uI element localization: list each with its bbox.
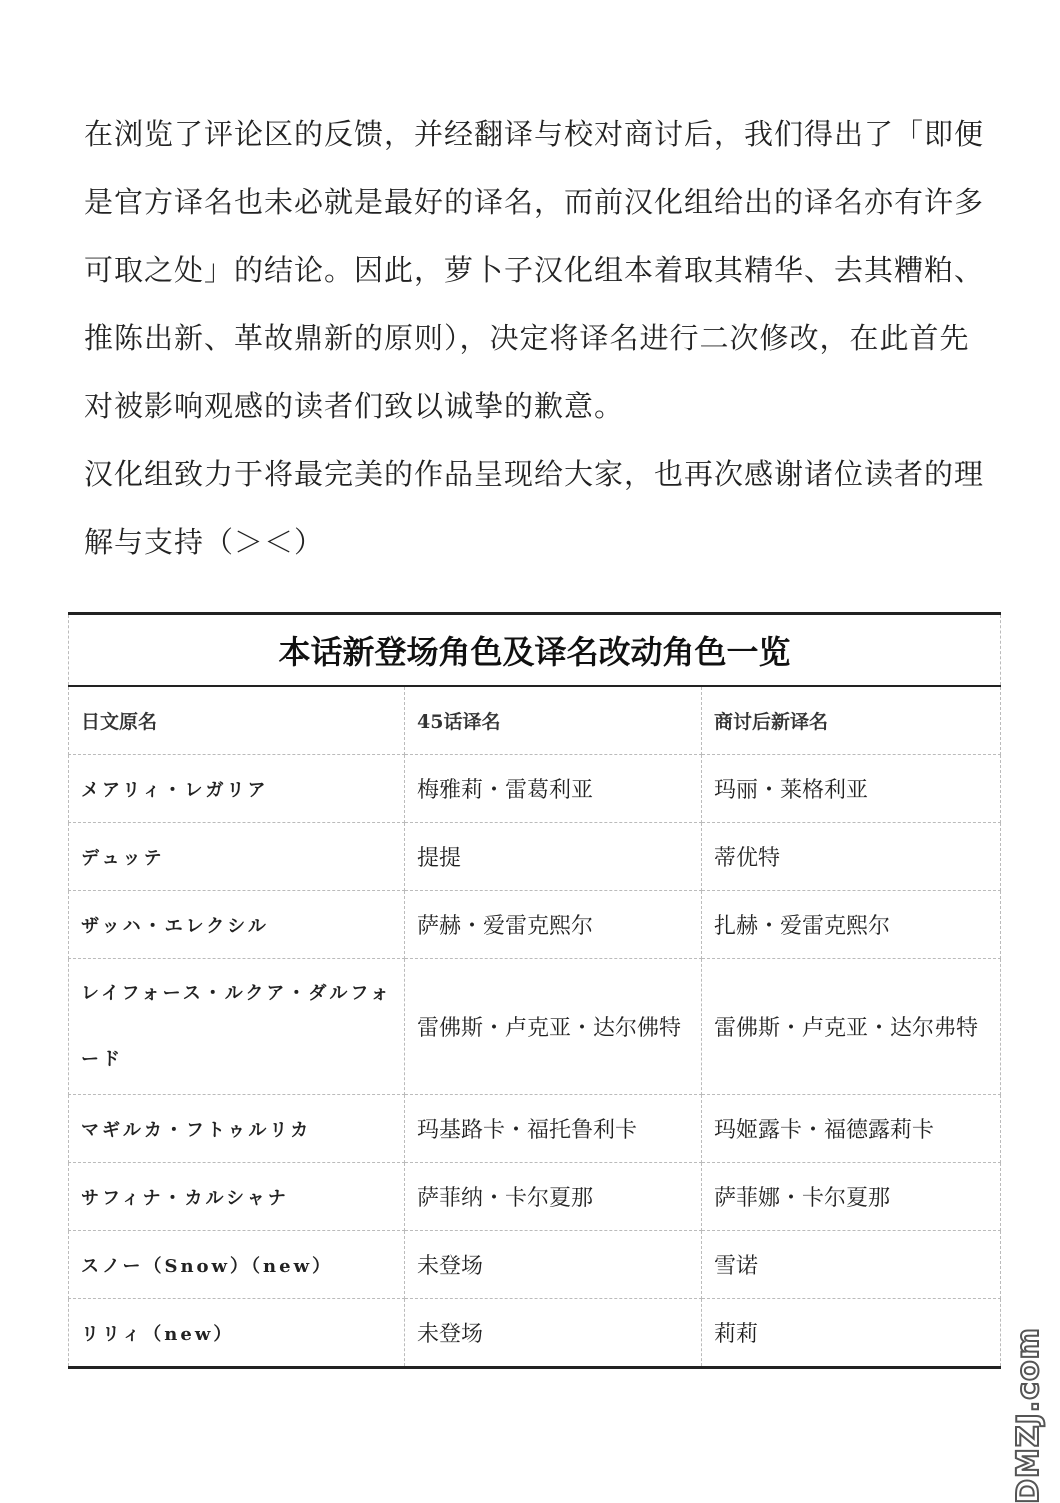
new-translation-cell: 萨菲娜・卡尔夏那 bbox=[702, 1163, 1001, 1231]
japanese-name-cell: マギルカ・フトゥルリカ bbox=[69, 1095, 405, 1163]
header-old-translation: 45话译名 bbox=[405, 686, 702, 755]
japanese-name-cell: メアリィ・レガリア bbox=[69, 755, 405, 823]
intro-paragraph-1: 在浏览了评论区的反馈，并经翻译与校对商讨后，我们得出了「即便是官方译名也未必就是最好的译名，而前汉化组给出的译名亦有许多可取之处」的结论。因此，萝卜子汉化组本着取其精华、去其糟粕、推陈出新、革故鼎新的原则），决定将译名进行二次修改，在此首先对被影响观感的读者们致以诚挚的歉意。 bbox=[84, 117, 985, 423]
old-translation-cell: 玛基路卡・福托鲁利卡 bbox=[405, 1095, 702, 1163]
new-translation-cell: 蒂优特 bbox=[702, 823, 1001, 891]
old-translation-cell: 梅雅莉・雷葛利亚 bbox=[405, 755, 702, 823]
table-row bbox=[69, 823, 1001, 891]
japanese-name-cell: レイフォース・ルクア・ダルフォード bbox=[69, 959, 405, 1095]
new-translation-cell: 玛姬露卡・福德露莉卡 bbox=[702, 1095, 1001, 1163]
watermark-text: DMZJ.com bbox=[1010, 1326, 1046, 1503]
old-translation-cell: 雷佛斯・卢克亚・达尔佛特 bbox=[405, 959, 702, 1095]
table-row bbox=[69, 755, 1001, 823]
site-watermark bbox=[1010, 1326, 1046, 1503]
new-translation-cell: 莉莉 bbox=[702, 1299, 1001, 1368]
table-row bbox=[69, 1095, 1001, 1163]
table-row bbox=[69, 1299, 1001, 1368]
japanese-name-cell: リリィ（new） bbox=[69, 1299, 405, 1368]
header-japanese-name: 日文原名 bbox=[69, 686, 405, 755]
intro-text bbox=[84, 100, 994, 576]
new-translation-cell: 雷佛斯・卢克亚・达尔弗特 bbox=[702, 959, 1001, 1095]
new-translation-cell: 扎赫・爱雷克熙尔 bbox=[702, 891, 1001, 959]
table-row bbox=[69, 1231, 1001, 1299]
japanese-name-cell: スノー（Snow）（new） bbox=[69, 1231, 405, 1299]
old-translation-cell: 未登场 bbox=[405, 1299, 702, 1368]
old-translation-cell: 提提 bbox=[405, 823, 702, 891]
table-row bbox=[69, 891, 1001, 959]
name-change-table bbox=[68, 612, 1000, 1369]
table-title: 本话新登场角色及译名改动角色一览 bbox=[69, 614, 1001, 687]
new-translation-cell: 玛丽・莱格利亚 bbox=[702, 755, 1001, 823]
old-translation-cell: 未登场 bbox=[405, 1231, 702, 1299]
table-row bbox=[69, 1163, 1001, 1231]
table-header-row bbox=[69, 686, 1001, 755]
new-translation-cell: 雪诺 bbox=[702, 1231, 1001, 1299]
header-new-translation: 商讨后新译名 bbox=[702, 686, 1001, 755]
old-translation-cell: 萨赫・爱雷克熙尔 bbox=[405, 891, 702, 959]
intro-paragraph-2: 汉化组致力于将最完美的作品呈现给大家，也再次感谢诸位读者的理解与支持（＞＜） bbox=[84, 457, 985, 559]
table-row bbox=[69, 959, 1001, 1095]
japanese-name-cell: ザッハ・エレクシル bbox=[69, 891, 405, 959]
japanese-name-cell: サフィナ・カルシャナ bbox=[69, 1163, 405, 1231]
old-translation-cell: 萨菲纳・卡尔夏那 bbox=[405, 1163, 702, 1231]
japanese-name-cell: デュッテ bbox=[69, 823, 405, 891]
